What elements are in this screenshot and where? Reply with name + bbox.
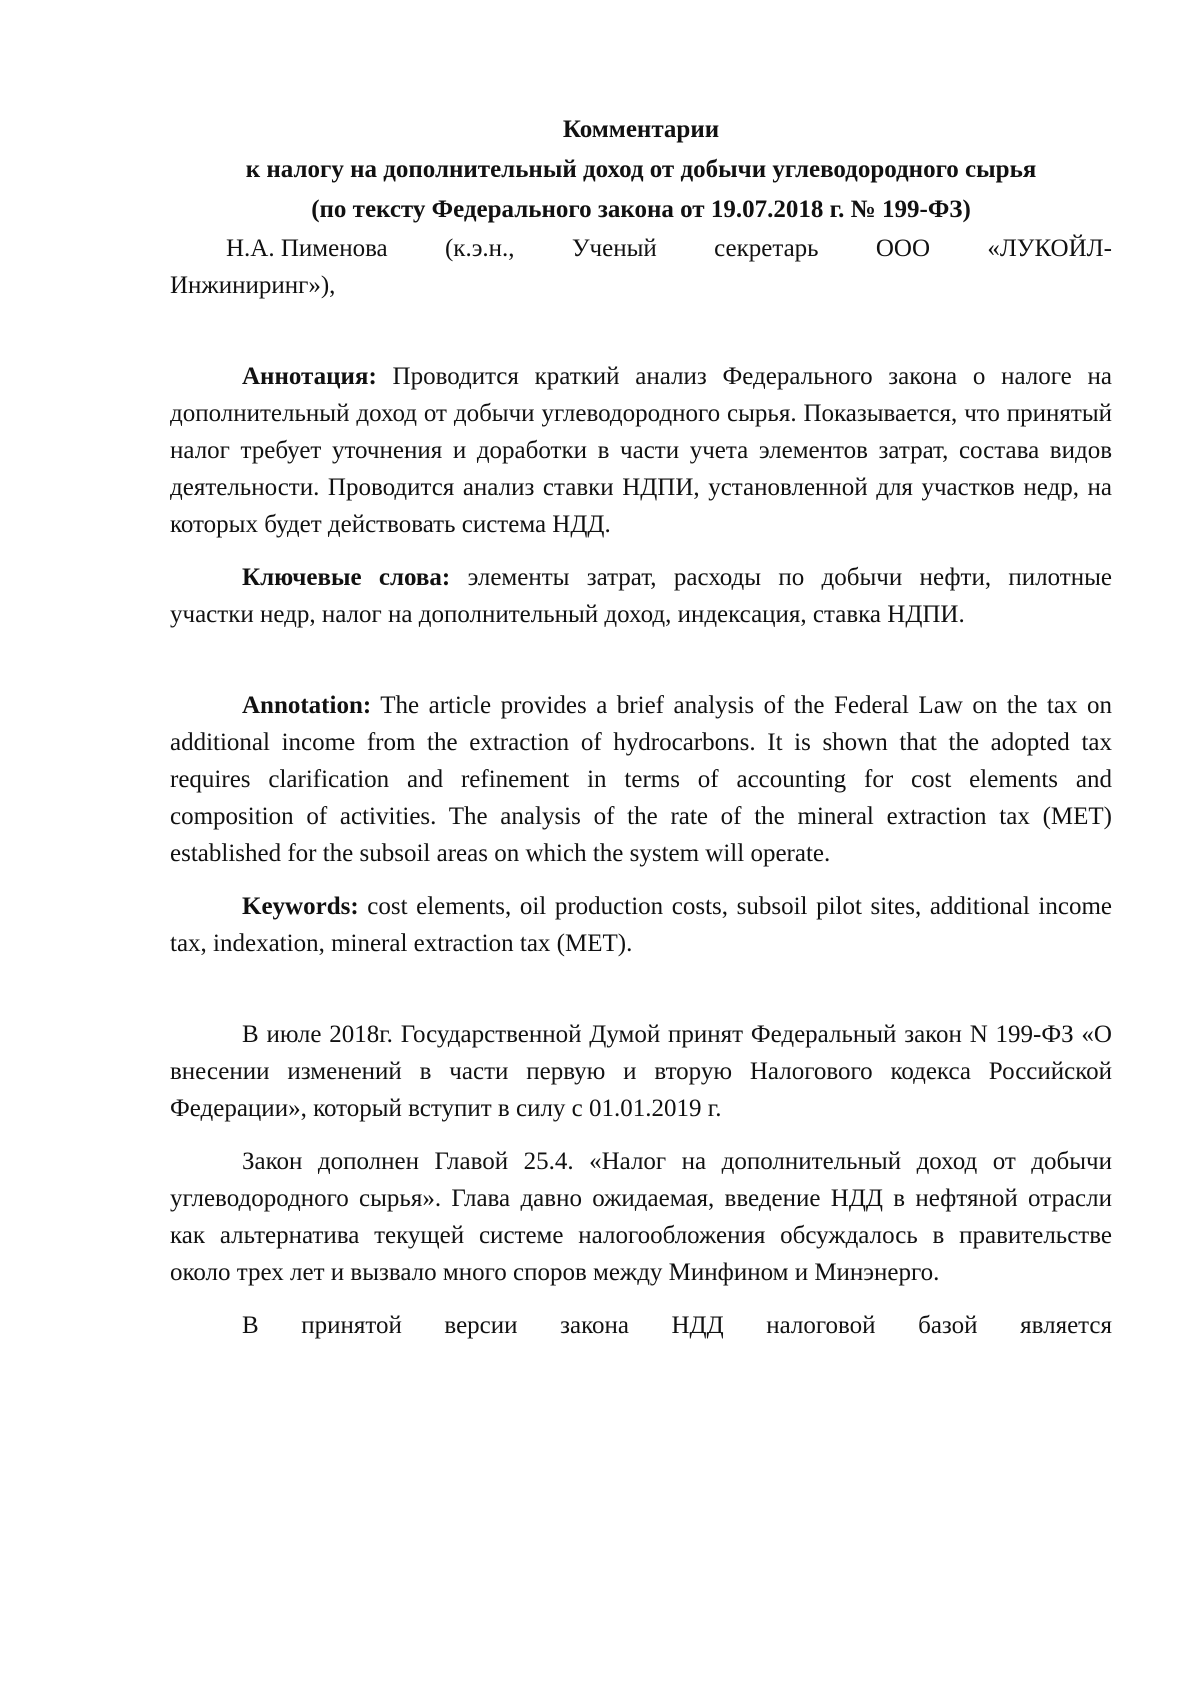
spacer [170, 1291, 1112, 1307]
keywords-en-label: Keywords: [242, 893, 359, 920]
annotation-en-text: The article provides a brief analysis of the Federal Law on the tax on additional income from the extraction of hydrocarbons. It is shown that the adopted tax requires clarification and refinement in terms of accounting for cost elements and composition of activities. The analysis of the rate of the mineral extraction tax (MET) established for the subsoil areas on which the system will operate. [170, 692, 1112, 867]
author-role-word-2: секретарь [714, 235, 819, 262]
body-paragraph-1: В июле 2018г. Государственной Думой принят Федеральный закон N 199-ФЗ «О внесении изменений в части первую и вторую Налогового кодекса Российской Федерации», который вступит в силу с 01.01.2019 г. [170, 1021, 1112, 1122]
spacer [170, 543, 1112, 559]
author-org-continuation: Инжиниринг»), [170, 272, 336, 299]
author-org-word-1: ООО [875, 235, 931, 262]
spacer [170, 1127, 1112, 1143]
body-paragraph-2: Закон дополнен Главой 25.4. «Налог на дополнительный доход от добычи углеводородного сырья». Глава давно ожидаемая, введение НДД в нефтяной отрасли как альтернатива текущей системе налогообложения обсуждалось в правительстве около трех лет и вызвало много споров между Минфином и Минэнерго. [170, 1148, 1112, 1286]
author-degree: (к.э.н., [444, 235, 515, 262]
annotation-ru-label: Аннотация: [242, 363, 377, 390]
title-line-3: (по тексту Федерального закона от 19.07.2018 г. № 199-ФЗ) [311, 196, 971, 223]
title-line-2: к налогу на дополнительный доход от добычи углеводородного сырья [245, 156, 1037, 183]
body-paragraph-3: В принятой версии закона НДД налоговой базой является [242, 1312, 1112, 1339]
author-org-word-2: «ЛУКОЙЛ- [987, 235, 1112, 262]
author-name: Н.А. Пименова [226, 235, 388, 262]
annotation-ru [170, 358, 1112, 543]
keywords-ru-label: Ключевые слова: [242, 564, 451, 591]
author-role-word-1: Ученый [571, 235, 657, 262]
annotation-en-label: Annotation: [242, 692, 372, 719]
author-line [170, 230, 1112, 267]
spacer [170, 962, 1112, 1016]
annotation-ru-text: Проводится краткий анализ Федерального закона о налоге на дополнительный доход от добычи углеводородного сырья. Показывается, что принятый налог требует уточнения и доработки в части учета элементов затрат, состава видов деятельности. Проводится анализ ставки НДПИ, установленной для участков недр, на которых будет действовать система НДД. [170, 363, 1112, 538]
keywords-en-text: cost elements, oil production costs, subsoil pilot sites, additional income tax, indexation, mineral extraction tax (MET). [170, 893, 1112, 957]
spacer [170, 633, 1112, 687]
annotation-en [170, 687, 1112, 872]
spacer [170, 304, 1112, 358]
keywords-en [170, 888, 1112, 962]
keywords-ru [170, 559, 1112, 633]
spacer [170, 872, 1112, 888]
keywords-ru-text: элементы затрат, расходы по добычи нефти, пилотные участки недр, налог на дополнительный доход, индексация, ставка НДПИ. [170, 564, 1113, 628]
title-line-1: Комментарии [562, 116, 720, 143]
document-content [170, 110, 1112, 1344]
